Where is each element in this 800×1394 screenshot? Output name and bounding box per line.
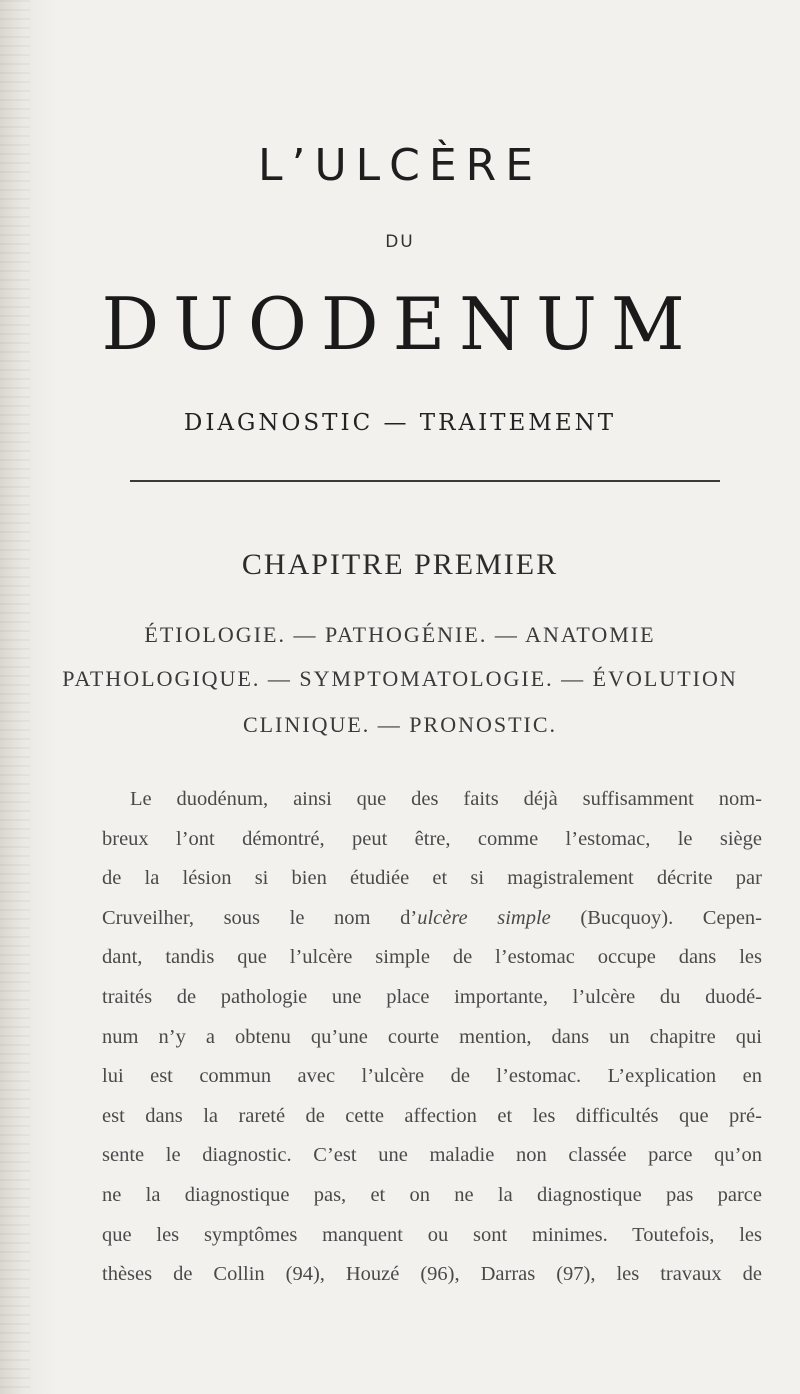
body-line: breux l’ont démontré, peut être, comme l’estomac, le siège [102, 827, 762, 850]
title-connector: DU [385, 232, 415, 252]
body-line: traités de pathologie une place importante, l’ulcère du duodé- [102, 985, 762, 1008]
title-subject: DUODENUM [101, 282, 699, 366]
title-main: L’ULCÈRE [257, 140, 543, 191]
emphasized-term: ulcère simple [417, 906, 551, 929]
body-line: est dans la rareté de cette affection et les difficultés que pré- [102, 1104, 762, 1127]
body-paragraph [102, 780, 762, 1295]
chapter-summary-line-1: ÉTIOLOGIE. — PATHOGÉNIE. — ANATOMIE [144, 622, 656, 647]
subtitle: DIAGNOSTIC — TRAITEMENT [183, 410, 617, 436]
body-line: thèses de Collin (94), Houzé (96), Darras (97), les travaux de [102, 1263, 762, 1286]
body-line [102, 899, 762, 939]
body-line: num n’y a obtenu qu’une courte mention, dans un chapitre qui [102, 1025, 762, 1048]
body-line: sente le diagnostic. C’est une maladie non classée parce qu’on [102, 1144, 762, 1167]
body-line: de la lésion si bien étudiée et si magistralement décrite par [102, 867, 762, 890]
body-line: dant, tandis que l’ulcère simple de l’estomac occupe dans les [102, 946, 762, 969]
body-line: ne la diagnostique pas, et on ne la diagnostique pas parce [102, 1183, 762, 1206]
body-line: lui est commun avec l’ulcère de l’estomac. L’explication en [102, 1065, 762, 1088]
chapter-heading: CHAPITRE PREMIER [241, 548, 559, 581]
chapter-summary-line-2: PATHOLOGIQUE. — SYMPTOMATOLOGIE. — ÉVOLUTION [62, 666, 738, 691]
body-line: que les symptômes manquent ou sont minimes. Toutefois, les [102, 1223, 762, 1246]
body-line: Le duodénum, ainsi que des faits déjà suffisamment nom- [130, 788, 762, 810]
chapter-summary-line-3: CLINIQUE. — PRONOSTIC. [242, 712, 558, 737]
horizontal-rule [130, 480, 720, 482]
binding-shadow [0, 0, 30, 1394]
body-text-run: (Bucquoy). Cepen- [550, 906, 762, 929]
body-text-run: Cruveilher, sous le nom d’ [102, 906, 418, 929]
